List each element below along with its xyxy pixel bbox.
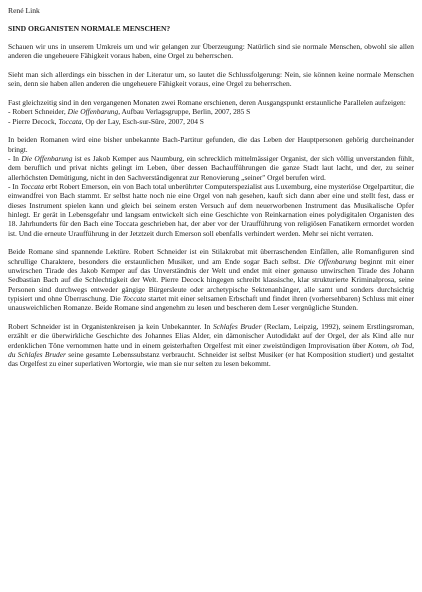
- reference-1-post: , Aufbau Verlagsgruppe, Berlin, 2007, 285 S: [118, 107, 251, 117]
- reference-1-pre: - Robert Schneider,: [8, 107, 68, 117]
- paragraph-1: Schauen wir uns in unserem Umkreis um und wir gelangen zur Überzeugung: Natürlich sind sie normale Menschen, obwohl sie allen anderen die ungeheuere Fähigkeit voraus haben, eine Orgel zu beherrschen.: [8, 42, 414, 61]
- reference-2-post: , Op der Lay, Esch-sur-Sûre, 2007, 204 S: [81, 116, 204, 126]
- paragraph-5-a: Beide Romane sind spannende Lektüre. Robert Schneider ist ein Stilakrobat mit überraschenden Einfällen, alle Romanfiguren sind schrullige Charaktere, besonders die erstaunlichen Musiker, und am Ende sogar Bach selbst.: [8, 247, 414, 266]
- list-item-1-pre: - In: [8, 153, 22, 163]
- reference-2-title: Toccata: [58, 116, 82, 126]
- reference-2-pre: - Pierre Decock,: [8, 116, 59, 126]
- list-item-2-post: erbt Robert Emerson, ein von Bach total unberührter Computerspezialist aus Luxemburg, eine mysteriöse Orgelpartitur, die einwandfrei von Bach stammt. Er selbst hatte noch nie eine Orgel von nah gesehen, kauft sich dann aber eine und stellt fest, dass er dieses Instrument spielen kann und gleich bei seinem ersten Versuch auf dem neuerworbenen Instrument das Musikalische Opfer hinlegt. Er gerät in Lebensgefahr und langsam entwickelt sich eine Geschichte von Reinkarnation eines polydigitalen Organisten des 18. Jahrhunderts für den Bach eine Toccata geschrieben hat, der aber vor der Uraufführung von religiösen Fanatikern ermordet worden ist. Und die erneute Uraufführung in der Jetztzeit durch Emerson soll ebenfalls verhindert werden. Mehr sei nicht verraten.: [8, 182, 414, 238]
- reference-2: [8, 117, 414, 126]
- paragraph-3: [8, 98, 414, 126]
- paragraph-3-intro: Fast gleichzeitig sind in den vergangenen Monaten zwei Romane erschienen, deren Ausgangspunkt erstaunliche Parallelen aufzeigen:: [8, 97, 406, 107]
- article-title: SIND ORGANISTEN NORMALE MENSCHEN?: [8, 24, 171, 33]
- reference-1-title: Die Offenbarung: [67, 107, 119, 117]
- list-item-2: [8, 182, 414, 238]
- paragraph-5: [8, 247, 414, 312]
- list-item-2-pre: - In: [8, 182, 21, 192]
- paragraph-4: [8, 135, 414, 238]
- reference-1: [8, 107, 414, 116]
- paragraph-6: [8, 322, 414, 369]
- paragraph-6-title-1: Schlafes Bruder: [212, 322, 262, 332]
- list-item-1-title: Die Offenbarung: [21, 153, 73, 163]
- paragraph-6-c: seine gesamte Lebenssubstanz verbraucht. Schneider ist selbst Musiker (er hat Komposition studiert) und gestaltet das Orgelfest zu einer superlativen Wortorgie, wie man sie nur selten zu lesen bekommt.: [8, 350, 414, 369]
- paragraph-5-title-2: Toccata: [122, 294, 147, 304]
- paragraph-5-c: startet mit einer seltsamen Erbschaft und findet ihren (vorhersehbaren) Schluss mit einer unausweichlichen Romanze. Beide Romane sind angenehm zu lesen und bescheren dem Leser vergnügliche Stunden.: [8, 294, 415, 313]
- paragraph-4-intro: In beiden Romanen wird eine bisher unbekannte Bach-Partitur gefunden, die das Leben der Hauptpersonen gehörig durcheinander bringt.: [8, 135, 414, 154]
- paragraph-6-a: Robert Schneider ist in Organistenkreisen ja kein Unbekannter. In: [8, 322, 213, 332]
- list-item-1: [8, 154, 414, 182]
- paragraph-5-title-1: Die Offenbarung: [304, 256, 357, 266]
- paragraph-2: Sieht man sich allerdings ein bisschen in der Literatur um, so lautet die Schlussfolgerung: Nein, sie können keine normale Menschen sein, denn sie haben allen anderen die ungeheuere Fähigkeit voraus, eine Orgel zu beherrschen.: [8, 69, 414, 89]
- paragraph-6-b: (Reclam, Leipzig, 1992), seinem Erstlingsroman, erzählt er die überwirkliche Geschichte des Johannes Elias Alder, ein dämonischer Autodidakt auf der Orgel, der als Kind alle nur erdenklichen Töne vernommen hatte und in einem geisterhaften Orgelfest mit einer zweistündigen Improvisation über: [8, 322, 415, 350]
- paragraph-6-title-2: Komm, oh Tod, du Schlafes Bruder: [8, 340, 414, 360]
- paragraph-5-b: beginnt mit einer unwirschen Tirade des Jakob Kemper auf das Unverständnis der Welt und endet mit einer genauso unwirschen Tirade des Johann Sedbastian Bach auf die Schlechtigkeit der Welt. Pierre Decock hingegen schreibt klassische, klar strukturierte Kriminalprosa, seine Personen sind durchwegs entweder gängige Bürgersleute oder archetypische Sektenanhänger, alle samt und sonders durchsichtig typisiert und ohne Überraschung. Die: [8, 256, 415, 304]
- list-item-2-title: Toccata: [20, 182, 44, 192]
- author-name: René Link: [8, 6, 40, 15]
- list-item-1-post: ist es Jakob Kemper aus Naumburg, ein schrecklich mittelmässiger Organist, der sich völlig unverstanden fühlt, dem beruflich und privat nichts gelingt im Leben, über dessen Bachaufführungen die ganze Stadt laut lacht, und der, zu seiner allerhöchsten Demütigung, nicht in den Sachverständigenrat zur Renovierung „seiner" Orgel berufen wird.: [8, 153, 414, 182]
